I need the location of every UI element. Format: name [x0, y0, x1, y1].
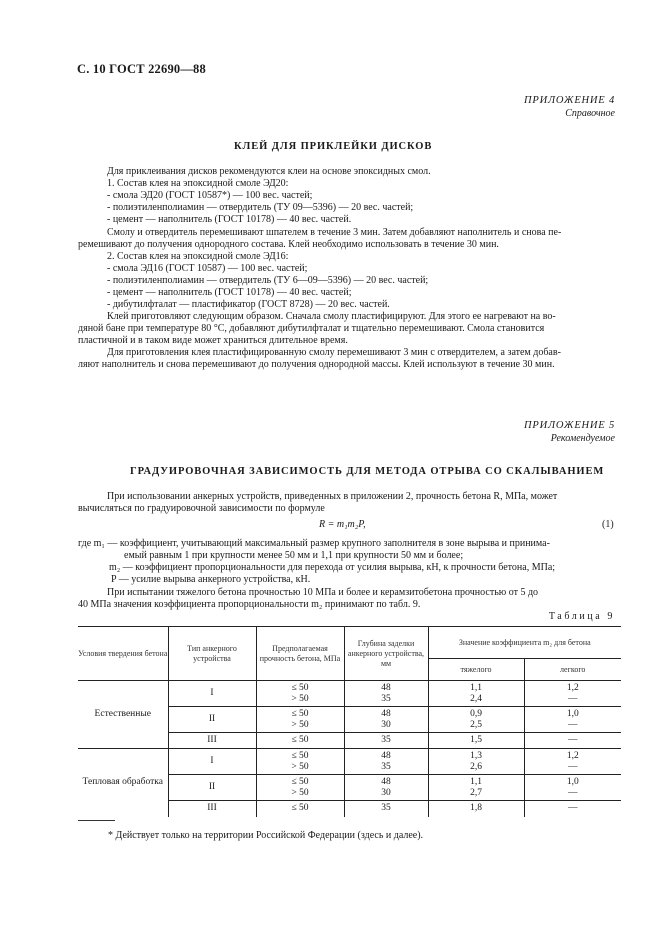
cell-type: I: [168, 681, 256, 707]
col-header-depth: Глубина заделки анкерного устройства, мм: [344, 627, 428, 681]
cell-light: 1,2 —: [524, 749, 621, 775]
a4-line: дяной бане при температуре 80 °С, добавляют дибутилфталат и тщательно перемешивают. Смола становится: [78, 323, 545, 334]
cell-type: III: [168, 733, 256, 749]
cell-depth: 35: [344, 733, 428, 749]
cell-conditions: Тепловая обработка: [78, 749, 168, 817]
a4-line: - полиэтиленполиамин — отвердитель (ТУ 09—5396) — 20 вес. частей;: [107, 202, 414, 213]
formula: R = m₁m₂P,: [319, 519, 366, 530]
a4-line: ремешивают до получения однородного состава. Клей необходимо использовать в течение 30 мин.: [78, 239, 499, 250]
a4-line: - смола ЭД16 (ГОСТ 10587) — 100 вес. частей;: [107, 263, 308, 274]
cell-light: 1,2 —: [524, 681, 621, 707]
a5-para: При использовании анкерных устройств, приведенных в приложении 2, прочность бетона R, МПа, может: [107, 491, 558, 502]
cell-strength: ≤ 50 > 50: [256, 775, 344, 801]
cell-heavy: 1,5: [428, 733, 524, 749]
cell-type: II: [168, 707, 256, 733]
appendix4-sub: Справочное: [565, 108, 615, 119]
a4-line: - смола ЭД20 (ГОСТ 10587*) — 100 вес. частей;: [107, 190, 313, 201]
a4-line: 1. Состав клея на эпоксидной смоле ЭД20:: [107, 178, 289, 189]
a4-line: - дибутилфталат — пластификатор (ГОСТ 8728) — 20 вес. частей.: [107, 299, 390, 310]
cell-light: 1,0 —: [524, 707, 621, 733]
cell-strength: ≤ 50 > 50: [256, 681, 344, 707]
cell-light: 1,0 —: [524, 775, 621, 801]
col-header-strength: Предполагаемая прочность бетона, МПа: [256, 627, 344, 681]
appendix4-label: ПРИЛОЖЕНИЕ 4: [524, 95, 615, 106]
col-header-conditions: Условия твердения бетона: [78, 627, 168, 681]
cell-heavy: 1,1 2,7: [428, 775, 524, 801]
cell-type: I: [168, 749, 256, 775]
cell-strength: ≤ 50 > 50: [256, 749, 344, 775]
table-caption: Таблица 9: [548, 611, 615, 622]
col-header-light: легкого: [524, 659, 621, 681]
cell-light: —: [524, 801, 621, 817]
col-header-heavy: тяжелого: [428, 659, 524, 681]
cell-depth: 48 30: [344, 707, 428, 733]
table-9: [78, 626, 621, 817]
a4-line: - цемент — наполнитель (ГОСТ 10178) — 40 вес. частей.: [107, 214, 352, 225]
cell-strength: ≤ 50: [256, 733, 344, 749]
col-header-anchor-type: Тип анкерного устройства: [168, 627, 256, 681]
cell-heavy: 1,3 2,6: [428, 749, 524, 775]
where-line: емый равным 1 при крупности менее 50 мм и 1,1 при крупности 50 мм и более;: [124, 550, 464, 561]
cell-light: —: [524, 733, 621, 749]
appendix5-title: ГРАДУИРОВОЧНАЯ ЗАВИСИМОСТЬ ДЛЯ МЕТОДА ОТРЫВА СО СКАЛЫВАНИЕМ: [130, 466, 605, 477]
appendix5-sub: Рекомендуемое: [550, 433, 615, 444]
a4-line: - полиэтиленполиамин — отвердитель (ТУ 6—09—5396) — 20 вес. частей;: [107, 275, 429, 286]
footnote: * Действует только на территории Российской Федерации (здесь и далее).: [108, 830, 424, 841]
a4-line: Для приготовления клея пластифицированную смолу перемешивают 3 мин с отвердителем, а затем добав-: [107, 347, 561, 358]
a5-para: вычисляться по градуировочной зависимости по формуле: [78, 503, 325, 514]
a5-para: При испытании тяжелого бетона прочностью 10 МПа и более и керамзитобетона прочностью от 5 до: [107, 587, 539, 598]
cell-type: II: [168, 775, 256, 801]
cell-depth: 35: [344, 801, 428, 817]
cell-heavy: 1,1 2,4: [428, 681, 524, 707]
col-header-m2: Значение коэффициента m₂ для бетона: [428, 627, 621, 659]
a4-line: - цемент — наполнитель (ГОСТ 10178) — 40 вес. частей;: [107, 287, 352, 298]
a4-line: ляют наполнитель и снова перемешивают до получения однородной массы. Клей используют в течение 30 мин.: [78, 359, 555, 370]
page-header: С. 10 ГОСТ 22690—88: [77, 62, 206, 76]
where-line: P — усилие вырыва анкерного устройства, кН.: [111, 574, 311, 585]
a4-line: пластичной и в таком виде может храниться длительное время.: [78, 335, 348, 346]
a4-line: Для приклеивания дисков рекомендуются клеи на основе эпоксидных смол.: [107, 166, 431, 177]
cell-heavy: 1,8: [428, 801, 524, 817]
cell-depth: 48 35: [344, 681, 428, 707]
a4-line: Клей приготовляют следующим образом. Сначала смолу пластифицируют. Для этого ее нагревают на во-: [107, 311, 556, 322]
formula-number: (1): [602, 519, 614, 530]
cell-depth: 48 30: [344, 775, 428, 801]
where-line: m₂ — коэффициент пропорциональности для перехода от усилия вырыва, кН, к прочности бетона, МПа;: [109, 562, 556, 573]
where-line: где m₁ — коэффициент, учитывающий максимальный размер крупного заполнителя в зоне вырыва и принима-: [78, 538, 550, 549]
cell-heavy: 0,9 2,5: [428, 707, 524, 733]
appendix5-label: ПРИЛОЖЕНИЕ 5: [524, 420, 615, 431]
cell-strength: ≤ 50: [256, 801, 344, 817]
footnote-rule: [78, 820, 115, 821]
a4-line: Смолу и отвердитель перемешивают шпателем в течение 3 мин. Затем добавляют наполнитель и снова пе-: [107, 227, 562, 238]
cell-type: III: [168, 801, 256, 817]
cell-strength: ≤ 50 > 50: [256, 707, 344, 733]
a5-para: 40 МПа значения коэффициента пропорциональности m₂ принимают по табл. 9.: [78, 599, 421, 610]
appendix4-title: КЛЕЙ ДЛЯ ПРИКЛЕЙКИ ДИСКОВ: [234, 141, 433, 152]
cell-conditions: Естественные: [78, 681, 168, 749]
a4-line: 2. Состав клея на эпоксидной смоле ЭД16:: [107, 251, 289, 262]
cell-depth: 48 35: [344, 749, 428, 775]
